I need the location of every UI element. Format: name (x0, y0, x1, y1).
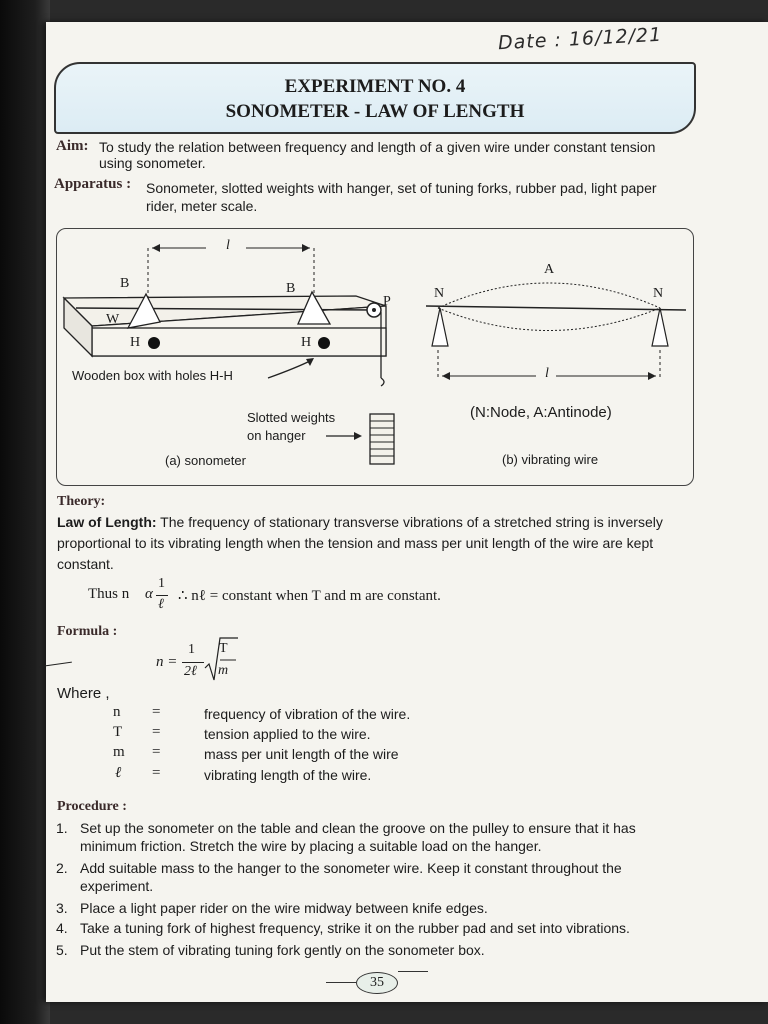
step-line: Place a light paper rider on the wire midway between knife edges. (80, 900, 488, 916)
fig-hole-right-label: H (301, 335, 312, 350)
arrowhead-left (152, 244, 160, 252)
where-symbol: T (113, 724, 123, 740)
experiment-title: SONOMETER - LAW OF LENGTH (225, 101, 525, 122)
apparatus-line-1: Sonometer, slotted weights with hanger, set of tuning forks, rubber pad, light paper (146, 180, 657, 196)
thus-suffix: ∴ nℓ = constant when T and m are constant. (178, 588, 441, 604)
experiment-number: EXPERIMENT NO. 4 (284, 76, 466, 97)
step-line: experiment. (80, 878, 154, 894)
apparatus-label: Apparatus : (54, 176, 132, 192)
fig-weights-line-2: on hanger (247, 428, 306, 443)
proportion-frac-bar (156, 595, 168, 596)
proportion-frac-den: ℓ (158, 597, 164, 612)
where-symbol: ℓ (115, 765, 122, 781)
formula-lhs: n = (156, 654, 178, 670)
aim-label: Aim: (56, 138, 89, 154)
arrowhead-right (302, 244, 310, 252)
step-number: 5. (56, 942, 68, 958)
where-symbol: n (113, 704, 121, 720)
apparatus-line-2: rider, meter scale. (146, 198, 258, 214)
fig-pulley-label: P (383, 294, 391, 309)
step-line: Add suitable mass to the hanger to the sonometer wire. Keep it constant throughout the (80, 860, 622, 876)
where-equals: = (152, 765, 161, 781)
where-desc: frequency of vibration of the wire. (204, 706, 411, 722)
knife-edge-right (652, 308, 668, 346)
step-line: Take a tuning fork of highest frequency, strike it on the rubber pad and set into vibrations. (80, 920, 630, 936)
hanger-hook (381, 378, 384, 386)
aim-line-2: using sonometer. (99, 155, 206, 171)
formula-root-den: m (218, 663, 229, 678)
l-arrowhead-left (442, 372, 450, 380)
aim-section (56, 135, 89, 156)
fig-l-label: l (545, 366, 549, 381)
where-symbol: m (113, 744, 125, 760)
sonometer-figure (56, 228, 692, 484)
law-text: The frequency of stationary transverse vibrations of a stretched string is inversely (156, 514, 663, 530)
law-label: Law of Length: (57, 514, 157, 530)
procedure-heading: Procedure : (57, 799, 127, 814)
step-number: 2. (56, 860, 68, 876)
fig-node-left-label: N (434, 286, 445, 301)
where-equals: = (152, 744, 161, 760)
formula-heading: Formula : (57, 624, 118, 639)
theory-line-1 (57, 512, 663, 532)
step-line: Set up the sonometer on the table and clean the groove on the pulley to ensure that it has (80, 820, 636, 836)
theory-line-2: proportional to its vibrating length when the tension and mass per unit length of the wire are kept (57, 535, 654, 551)
step-number: 1. (56, 820, 68, 836)
hole-left (148, 337, 160, 349)
where-desc: vibrating length of the wire. (204, 767, 372, 783)
step-number: 4. (56, 920, 68, 936)
step-line: minimum friction. Stretch the wire by placing a suitable load on the hanger. (80, 838, 542, 854)
title-box (54, 62, 696, 134)
formula-num: 1 (188, 642, 195, 657)
lower-loop (438, 308, 660, 331)
fig-legend: (N:Node, A:Antinode) (470, 404, 612, 421)
formula-root-num: T (219, 641, 228, 656)
theory-heading: Theory: (57, 494, 106, 509)
aim-line-1: To study the relation between frequency and length of a given wire under constant tension (99, 139, 656, 155)
box-arrow (268, 360, 312, 378)
handwritten-date: Date : 16/12/21 (497, 23, 663, 55)
footer-rule-right (398, 971, 428, 972)
alpha-symbol: α (145, 586, 153, 602)
footer-rule-left (326, 982, 356, 983)
where-equals: = (152, 724, 161, 740)
fig-weights-line-1: Slotted weights (247, 410, 336, 425)
string-line (426, 306, 686, 310)
where-desc: tension applied to the wire. (204, 726, 371, 742)
fig-bridge-right-label: B (286, 281, 296, 296)
knife-edge-left (432, 308, 448, 346)
book-spine-shadow (0, 0, 50, 1024)
fig-caption-a: (a) sonometer (165, 453, 246, 468)
l-arrowhead-right (648, 372, 656, 380)
upper-loop (438, 283, 660, 308)
theory-line-3: constant. (57, 556, 114, 572)
fig-antinode-label: A (544, 262, 555, 277)
fig-bridge-left-label: B (120, 276, 130, 291)
weights-arrowhead (354, 432, 362, 440)
formula-den: 2ℓ (184, 664, 197, 679)
proportion-frac-num: 1 (158, 576, 165, 591)
pulley-axle (372, 308, 376, 312)
page-number: 35 (356, 972, 398, 994)
fig-length-label: l (226, 238, 230, 253)
formula-frac-bar (182, 662, 204, 663)
step-number: 3. (56, 900, 68, 916)
thus-prefix: Thus n (88, 586, 130, 602)
hole-right (318, 337, 330, 349)
fig-wire-label: W (106, 312, 120, 327)
fig-hole-left-label: H (130, 335, 141, 350)
where-desc: mass per unit length of the wire (204, 746, 399, 762)
fig-node-right-label: N (653, 286, 664, 301)
where-label: Where , (57, 685, 110, 702)
where-equals: = (152, 704, 161, 720)
fig-box-caption: Wooden box with holes H-H (72, 368, 233, 383)
step-line: Put the stem of vibrating tuning fork gently on the sonometer box. (80, 942, 485, 958)
fig-caption-b: (b) vibrating wire (502, 452, 599, 467)
